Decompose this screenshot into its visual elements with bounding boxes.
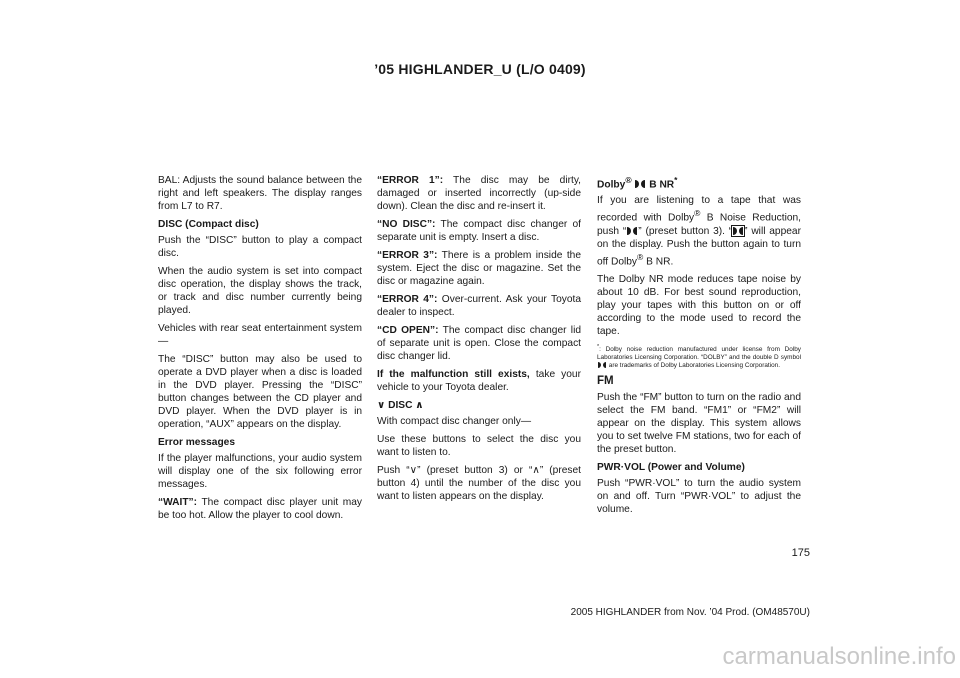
page-footer: 2005 HIGHLANDER from Nov. ’04 Prod. (OM48570U): [570, 607, 810, 618]
disc-updown-heading: ∨ DISC ∧: [377, 400, 424, 411]
bnr-label: B NR: [646, 179, 675, 191]
wait-label: “WAIT”:: [158, 497, 198, 508]
dolby-heading: [597, 174, 801, 191]
rse-note: Vehicles with rear seat entertainment system—: [158, 323, 362, 347]
malfunction-paragraph: [377, 368, 581, 394]
error-messages-heading: Error messages: [158, 437, 236, 448]
error3-label: “ERROR 3”:: [377, 250, 438, 261]
dolby-paragraph-2: The Dolby NR mode reduces tape noise by about 10 dB. For best sound reproduction, play your tapes with this button on or off according to the mode used to record the tape.: [597, 274, 801, 338]
footnote: [597, 343, 801, 370]
pwr-vol-heading: PWR·VOL (Power and Volume): [597, 462, 745, 474]
page-number: 175: [791, 547, 810, 559]
registered-mark: ®: [637, 251, 644, 262]
error1-paragraph: [377, 174, 581, 213]
bal-paragraph: BAL: Adjusts the sound balance between the right and left speakers. The display ranges from L7 to R7.: [158, 175, 362, 212]
asterisk-mark: *: [674, 175, 678, 185]
rse-paragraph: The “DISC” button may also be used to operate a DVD player when a disc is loaded in the DVD player. Pressing the “DISC” button changes between the CD player and DVD player. When the DVD player is in operation, “AUX” appears on the display.: [158, 354, 362, 430]
dolby-word: Dolby: [597, 179, 626, 191]
error1-label: “ERROR 1”:: [377, 175, 444, 186]
nodisc-text: The compact disc changer of separate unit is empty. Insert a disc.: [377, 219, 582, 243]
dolby-text-c: ” (preset button 3). “: [638, 225, 733, 237]
error4-text: Over-current. Ask your Toyota dealer to inspect.: [377, 294, 581, 318]
error4-label: “ERROR 4”:: [377, 294, 438, 305]
cdopen-text: The compact disc changer lid of separate unit is open. Close the compact disc changer lid.: [377, 325, 582, 362]
error3-paragraph: [377, 249, 581, 288]
footnote-text-b: are trademarks of Dolby Laboratories Licensing Corporation.: [607, 362, 780, 370]
nodisc-paragraph: [377, 218, 581, 244]
column-3: [597, 174, 801, 521]
dolby-text-d: ” will appear on the display. Push the button again to turn off Dolby: [597, 225, 801, 268]
disc-paragraph-1: Push the “DISC” button to play a compact disc.: [158, 235, 362, 259]
dolby-paragraph-1: [597, 194, 801, 268]
double-d-icon: [635, 180, 645, 188]
wait-text: The compact disc player unit may be too hot. Allow the player to cool down.: [158, 497, 362, 521]
fm-paragraph: Push the “FM” button to turn on the radio and select the FM band. “FM1” or “FM2” will appear on the display. This system allows you to set twelve FM stations, two for each of the preset button.: [597, 392, 801, 456]
nodisc-label: “NO DISC”:: [377, 219, 436, 230]
column-1: [158, 174, 362, 527]
dolby-text-e: B NR.: [643, 256, 674, 268]
error3-text: There is a problem inside the system. Eject the disc or magazine. Set the disc or magazine again.: [377, 250, 581, 287]
wait-paragraph: [158, 496, 362, 522]
changer-note: With compact disc changer only—: [377, 416, 532, 427]
double-d-display-icon: [733, 227, 743, 235]
dolby-text-a: If you are listening to a tape that was recorded with Dolby: [597, 195, 801, 224]
malfunction-text: take your vehicle to your Toyota dealer.: [377, 369, 581, 393]
error4-paragraph: [377, 293, 581, 319]
cdopen-paragraph: [377, 324, 581, 363]
fm-heading: FM: [597, 375, 614, 388]
column-2: [377, 174, 581, 508]
error1-text: The disc may be dirty, damaged or inserted incorrectly (up-side down). Clean the disc and re-insert it.: [377, 175, 581, 212]
disc-heading: DISC (Compact disc): [158, 219, 259, 230]
page-header: ’05 HIGHLANDER_U (L/O 0409): [374, 61, 586, 77]
error-messages-paragraph: If the player malfunctions, your audio system will display one of the six following error messages.: [158, 453, 362, 490]
cdopen-label: “CD OPEN”:: [377, 325, 439, 336]
pwr-vol-paragraph: Push “PWR·VOL” to turn the audio system on and off. Turn “PWR·VOL” to adjust the volume.: [597, 478, 801, 516]
registered-mark: ®: [694, 208, 701, 219]
push-paragraph: Push “∨” (preset button 3) or “∧” (preset button 4) until the number of the disc you want to listen appears on the display.: [377, 465, 581, 502]
footnote-asterisk: *: [597, 344, 600, 351]
footnote-text-a: : Dolby noise reduction manufactured under license from Dolby Laboratories Licensing Corporation. “DOLBY” and the double D symbol: [597, 346, 801, 362]
watermark: carmanualsonline.info: [722, 643, 956, 670]
malfunction-label: If the malfunction still exists,: [377, 369, 530, 380]
disc-paragraph-2: When the audio system is set into compact disc operation, the display shows the track, or track and disc number currently being played.: [158, 266, 362, 316]
dolby-text-b: B Noise Reduction, push “: [597, 212, 801, 237]
registered-mark: ®: [625, 175, 632, 185]
changer-paragraph: Use these buttons to select the disc you want to listen to.: [377, 434, 581, 458]
double-d-icon: [627, 227, 637, 235]
double-d-icon: [598, 362, 606, 368]
